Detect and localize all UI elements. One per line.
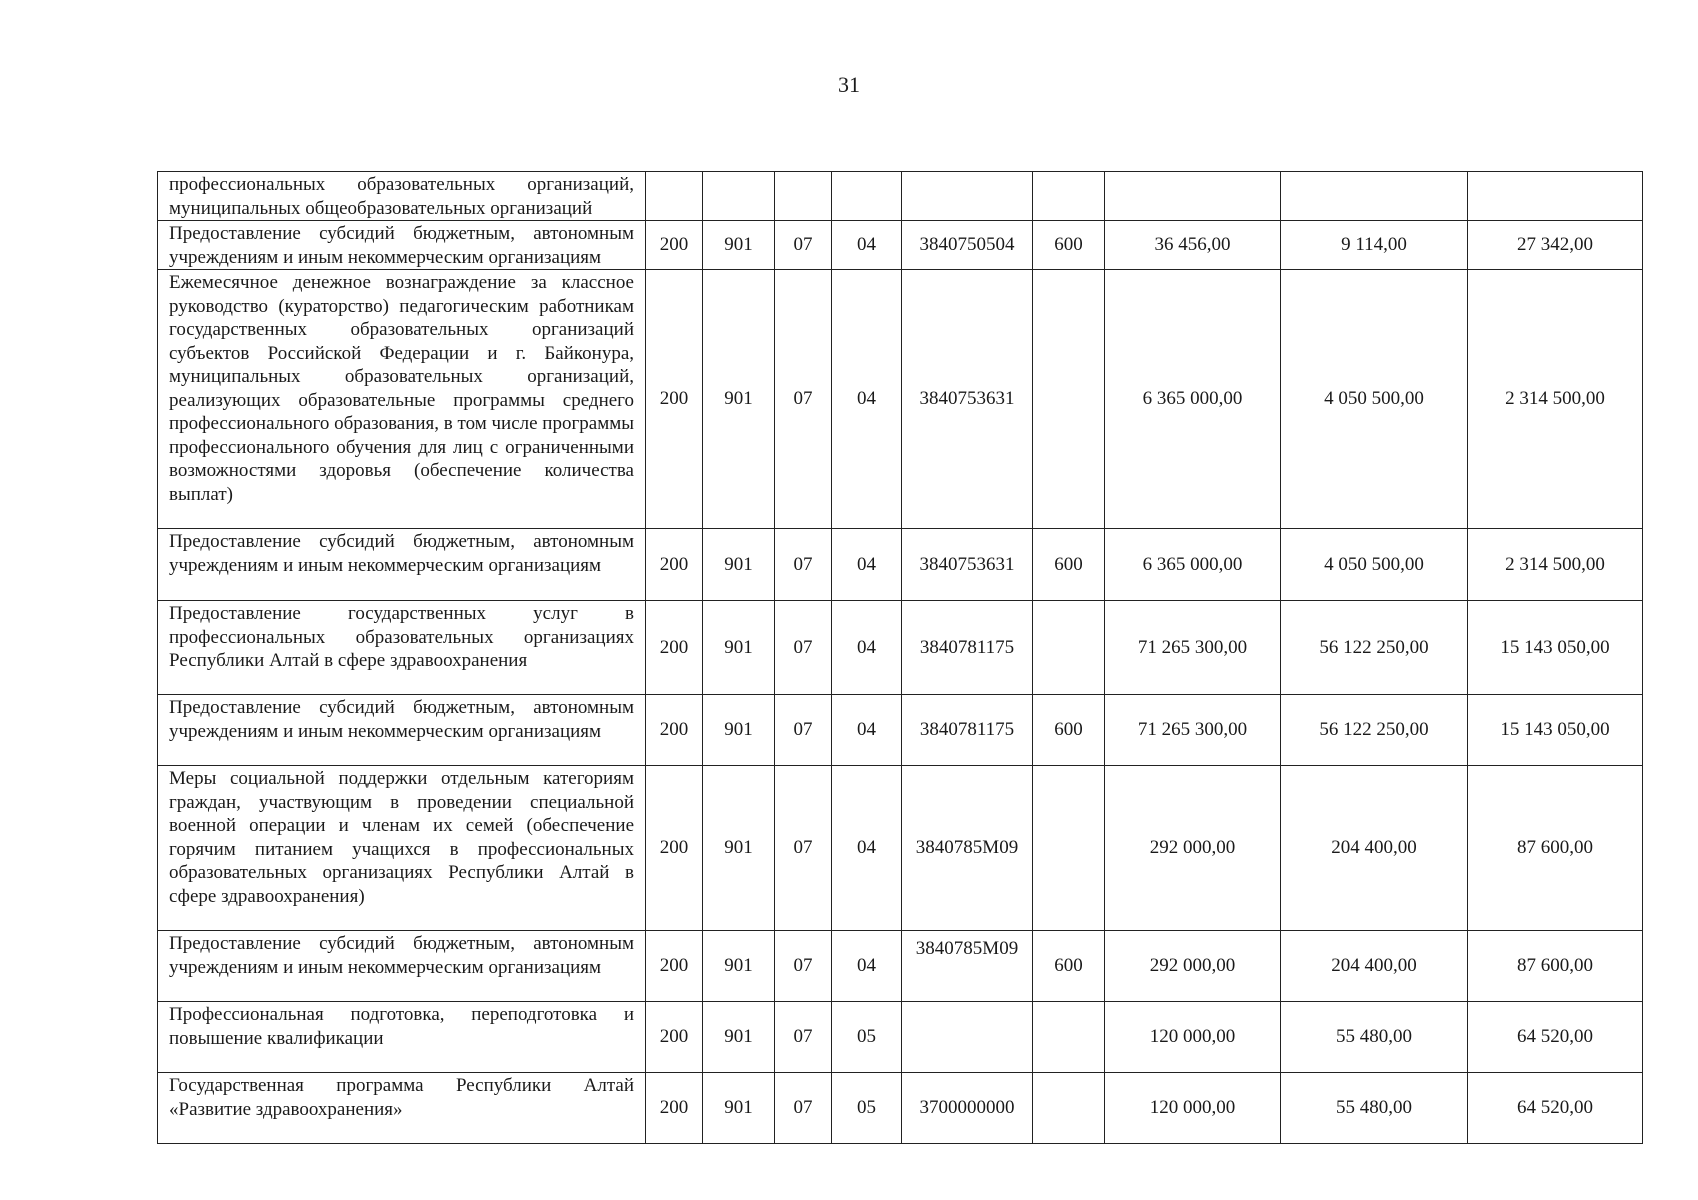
table-row [158, 1002, 1643, 1073]
cell-target-article: 3840750504 [902, 221, 1033, 270]
table-row [158, 601, 1643, 695]
cell-federal: 56 122 250,00 [1281, 695, 1468, 766]
cell-federal: 55 480,00 [1281, 1002, 1468, 1073]
cell-total [1105, 172, 1281, 221]
table-row [158, 270, 1643, 529]
cell-ministry: 901 [703, 931, 775, 1002]
cell-admin [646, 172, 703, 221]
row-description: Предоставление субсидий бюджетным, автономным учреждениям и иным некоммерческим организациям [158, 221, 646, 270]
cell-expense-type [1033, 601, 1105, 695]
cell-subsection: 04 [832, 601, 902, 695]
cell-federal: 9 114,00 [1281, 221, 1468, 270]
cell-target-article: 3700000000 [902, 1073, 1033, 1144]
cell-expense-type: 600 [1033, 529, 1105, 601]
cell-target-article [902, 172, 1033, 221]
table-row [158, 529, 1643, 601]
cell-admin: 200 [646, 529, 703, 601]
cell-total: 6 365 000,00 [1105, 270, 1281, 529]
cell-federal: 4 050 500,00 [1281, 529, 1468, 601]
cell-federal: 204 400,00 [1281, 931, 1468, 1002]
cell-expense-type [1033, 1002, 1105, 1073]
cell-admin: 200 [646, 931, 703, 1002]
table-row [158, 695, 1643, 766]
cell-regional: 15 143 050,00 [1468, 601, 1643, 695]
cell-admin: 200 [646, 270, 703, 529]
row-description: Профессиональная подготовка, переподготовка и повышение квалификации [158, 1002, 646, 1073]
cell-target-article: 3840785М09 [902, 931, 1033, 1002]
cell-section: 07 [775, 270, 832, 529]
cell-target-article: 3840753631 [902, 270, 1033, 529]
cell-section [775, 172, 832, 221]
cell-section: 07 [775, 601, 832, 695]
cell-subsection: 04 [832, 766, 902, 931]
cell-federal: 4 050 500,00 [1281, 270, 1468, 529]
cell-section: 07 [775, 529, 832, 601]
cell-regional: 15 143 050,00 [1468, 695, 1643, 766]
cell-target-article: 3840781175 [902, 695, 1033, 766]
cell-ministry: 901 [703, 270, 775, 529]
cell-federal: 55 480,00 [1281, 1073, 1468, 1144]
row-description: Государственная программа Республики Алтай «Развитие здравоохранения» [158, 1073, 646, 1144]
cell-expense-type: 600 [1033, 221, 1105, 270]
cell-target-article: 3840753631 [902, 529, 1033, 601]
cell-ministry: 901 [703, 601, 775, 695]
table-row [158, 931, 1643, 1002]
row-description: Меры социальной поддержки отдельным категориям граждан, участвующим в проведении специальной военной операции и членам их семей (обеспечение горячим питанием учащихся в профессиональных образовательных организациях Республики Алтай в сфере здравоохранения) [158, 766, 646, 931]
budget-table [157, 171, 1643, 1144]
cell-ministry: 901 [703, 1073, 775, 1144]
cell-subsection: 04 [832, 270, 902, 529]
cell-total: 292 000,00 [1105, 766, 1281, 931]
cell-admin: 200 [646, 601, 703, 695]
cell-section: 07 [775, 766, 832, 931]
cell-section: 07 [775, 221, 832, 270]
cell-admin: 200 [646, 221, 703, 270]
cell-target-article: 3840781175 [902, 601, 1033, 695]
cell-section: 07 [775, 1073, 832, 1144]
cell-regional: 64 520,00 [1468, 1002, 1643, 1073]
cell-expense-type [1033, 270, 1105, 529]
cell-regional: 64 520,00 [1468, 1073, 1643, 1144]
cell-admin: 200 [646, 766, 703, 931]
cell-subsection: 04 [832, 931, 902, 1002]
cell-federal [1281, 172, 1468, 221]
cell-subsection: 04 [832, 221, 902, 270]
row-description: Предоставление субсидий бюджетным, автономным учреждениям и иным некоммерческим организациям [158, 931, 646, 1002]
cell-regional: 87 600,00 [1468, 766, 1643, 931]
cell-expense-type: 600 [1033, 695, 1105, 766]
cell-section: 07 [775, 1002, 832, 1073]
cell-total: 71 265 300,00 [1105, 695, 1281, 766]
cell-expense-type [1033, 1073, 1105, 1144]
cell-federal: 204 400,00 [1281, 766, 1468, 931]
table-row [158, 1073, 1643, 1144]
cell-admin: 200 [646, 1002, 703, 1073]
cell-total: 6 365 000,00 [1105, 529, 1281, 601]
table-row [158, 221, 1643, 270]
cell-subsection: 05 [832, 1073, 902, 1144]
cell-expense-type [1033, 172, 1105, 221]
cell-federal: 56 122 250,00 [1281, 601, 1468, 695]
cell-section: 07 [775, 931, 832, 1002]
cell-subsection: 04 [832, 529, 902, 601]
cell-regional [1468, 172, 1643, 221]
cell-total: 71 265 300,00 [1105, 601, 1281, 695]
cell-subsection: 04 [832, 695, 902, 766]
cell-target-article: 3840785М09 [902, 766, 1033, 931]
cell-regional: 2 314 500,00 [1468, 270, 1643, 529]
row-description: Ежемесячное денежное вознаграждение за классное руководство (кураторство) педагогическим работникам государственных образовательных организаций субъектов Российской Федерации и г. Байконура, муниципальных образовательных организаций, реализующих образовательные программы среднего профессионального образования, в том числе программы профессионального обучения для лиц с ограниченными возможностями здоровья (обеспечение количества выплат) [158, 270, 646, 529]
cell-expense-type: 600 [1033, 931, 1105, 1002]
cell-section: 07 [775, 695, 832, 766]
table-row [158, 172, 1643, 221]
row-description: Предоставление субсидий бюджетным, автономным учреждениям и иным некоммерческим организациям [158, 529, 646, 601]
cell-ministry: 901 [703, 695, 775, 766]
cell-subsection: 05 [832, 1002, 902, 1073]
cell-expense-type [1033, 766, 1105, 931]
cell-target-article [902, 1002, 1033, 1073]
page-number: 31 [838, 72, 860, 97]
cell-regional: 87 600,00 [1468, 931, 1643, 1002]
row-description: профессиональных образовательных организаций, муниципальных общеобразовательных организаций [158, 172, 646, 221]
cell-ministry: 901 [703, 1002, 775, 1073]
cell-regional: 27 342,00 [1468, 221, 1643, 270]
cell-admin: 200 [646, 1073, 703, 1144]
cell-total: 292 000,00 [1105, 931, 1281, 1002]
cell-ministry [703, 172, 775, 221]
cell-ministry: 901 [703, 221, 775, 270]
cell-regional: 2 314 500,00 [1468, 529, 1643, 601]
row-description: Предоставление субсидий бюджетным, автономным учреждениям и иным некоммерческим организациям [158, 695, 646, 766]
cell-total: 120 000,00 [1105, 1002, 1281, 1073]
cell-admin: 200 [646, 695, 703, 766]
cell-subsection [832, 172, 902, 221]
cell-ministry: 901 [703, 766, 775, 931]
row-description: Предоставление государственных услуг в профессиональных образовательных организациях Республики Алтай в сфере здравоохранения [158, 601, 646, 695]
cell-ministry: 901 [703, 529, 775, 601]
cell-total: 120 000,00 [1105, 1073, 1281, 1144]
table-row [158, 766, 1643, 931]
cell-total: 36 456,00 [1105, 221, 1281, 270]
